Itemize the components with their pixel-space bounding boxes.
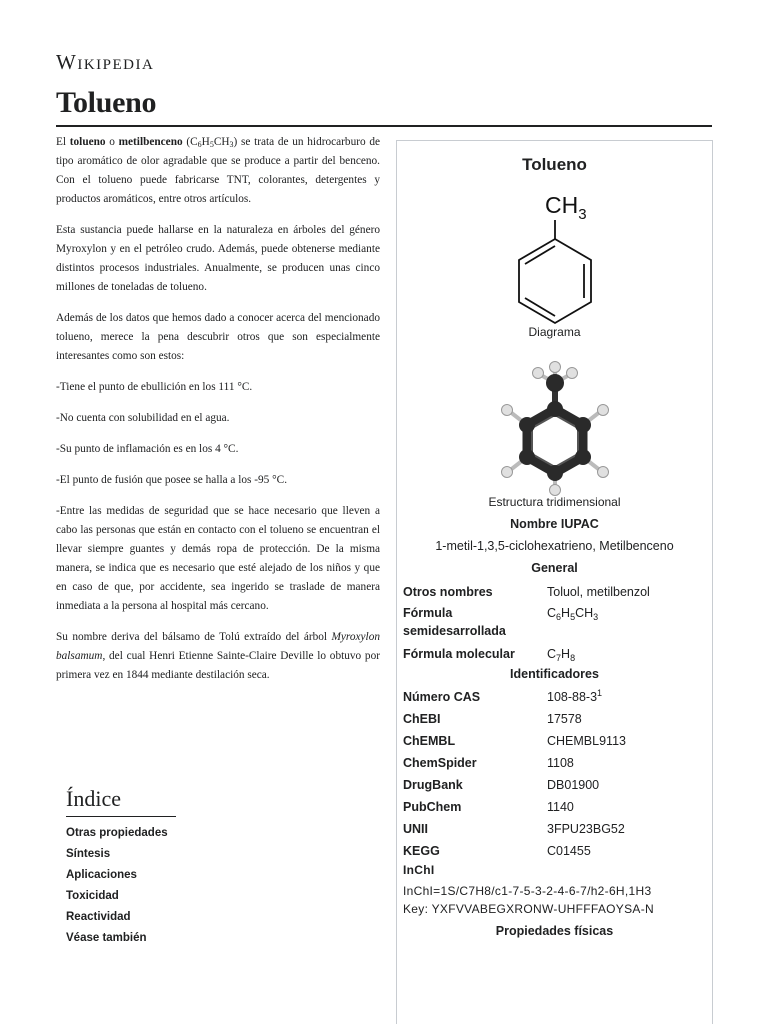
formula-subscript: 6	[197, 140, 202, 149]
chemspider-value[interactable]: 1108	[547, 756, 574, 770]
cas-label: Número CAS	[403, 690, 481, 704]
formula-text: CH	[213, 136, 230, 148]
unii-label: UNII	[403, 822, 428, 836]
infobox-title: Tolueno	[522, 155, 587, 174]
fact-flash-point: -Su punto de inflamación es en los 4 °C.	[56, 443, 239, 455]
formula-semi-label: Fórmula semidesarrollada	[403, 606, 506, 638]
caption-diagram: Diagrama	[528, 325, 581, 339]
methyl-label: $CH_3$	[545, 192, 587, 223]
infobox-figures	[397, 141, 714, 501]
inchi-label: InChI	[403, 863, 435, 877]
toc-item-vease-tambien[interactable]: Véase también	[66, 932, 147, 944]
kegg-value[interactable]: C01455	[547, 844, 591, 858]
identifiers-header: Identificadores	[510, 667, 599, 681]
drugbank-label: DrugBank	[403, 778, 463, 792]
kegg-label: KEGG	[403, 844, 440, 858]
term-metilbenceno: metilbenceno	[118, 136, 183, 148]
chebi-label: ChEBI	[403, 712, 441, 726]
table-of-contents	[66, 786, 266, 949]
formula-subscript: 3	[229, 140, 234, 149]
inchi-key: Key: YXFVVABEGXRONW-UHFFFAOYSA-N	[403, 902, 654, 916]
intro-text: o	[105, 136, 119, 148]
chembl-label: ChEMBL	[403, 734, 456, 748]
intro-text: El	[56, 136, 70, 148]
fact-safety: -Entre las medidas de seguridad que se hace necesario que lleven a cabo las personas que están en contacto con el tolueno se encuentran el llevar siempre guantes y demás ropa de protección. De la misma manera, se indica que es necesario que esté alejado de los niños y que en caso de que, por accidente, sea ingerido se traslade de manera inmediata a la persona al hospital más cercano.	[56, 505, 380, 612]
chemspider-label: ChemSpider	[403, 756, 477, 770]
toc-title: Índice	[66, 786, 176, 817]
chebi-value[interactable]: 17578	[547, 712, 582, 726]
wikipedia-logo[interactable]: Wikipedia	[56, 50, 155, 74]
formula-text: H	[201, 136, 210, 148]
fact-solubility: -No cuenta con solubilidad en el agua.	[56, 412, 230, 424]
paragraph-name-origin	[56, 628, 380, 685]
intro-text: ) se trata de un hidrocarburo de tipo aromático de olor agradable que se produce a partir del benceno. Con el tolueno puede fabricarse TNT, colorantes, detergentes y productos aromáticos, entre otros artículos.	[56, 136, 381, 205]
paragraph-data-intro: Además de los datos que hemos dado a conocer acerca del mencionado tolueno, merece la pena descubrir otros que son especialmente interesantes como son estos:	[56, 312, 380, 362]
term-tolueno: tolueno	[69, 136, 106, 148]
toc-list	[66, 823, 266, 949]
general-header: General	[531, 561, 578, 575]
toluene-diagram	[519, 192, 591, 323]
pubchem-label: PubChem	[403, 800, 462, 814]
toc-item-otras-propiedades[interactable]: Otras propiedades	[66, 827, 168, 839]
article-body	[56, 133, 380, 697]
otros-nombres-label: Otros nombres	[403, 585, 493, 599]
chembl-value[interactable]: CHEMBL9113	[547, 734, 626, 748]
otros-nombres-value: Toluol, metilbenzol	[547, 585, 650, 599]
caption-3d-structure: Estructura tridimensional	[488, 495, 621, 509]
cas-value[interactable]: $108-88-3^1$	[547, 688, 603, 704]
species-name: Myroxylon balsamum	[56, 631, 380, 662]
toc-item-sintesis[interactable]: Síntesis	[66, 848, 111, 860]
toc-item-toxicidad[interactable]: Toxicidad	[66, 890, 119, 902]
page-title: Tolueno	[56, 86, 157, 119]
infobox	[396, 140, 713, 1024]
unii-value[interactable]: 3FPU23BG52	[547, 822, 625, 836]
formula-semi-value: $C_6H_5CH_3$	[547, 606, 599, 622]
fact-boiling-point: -Tiene el punto de ebullición en los 111 °C.	[56, 381, 253, 393]
iupac-value: 1-metil-1,3,5-ciclohexatrieno, Metilbenceno	[435, 539, 674, 553]
toc-item-aplicaciones[interactable]: Aplicaciones	[66, 869, 137, 881]
formula-mol-label: Fórmula molecular	[403, 647, 515, 661]
paragraph-origin: Esta sustancia puede hallarse en la naturaleza en árboles del género Myroxylon y en el petróleo crudo. Además, puede obtenerse mediante distintos procesos industriales. Anualmente, se producen unas cinco millones de toneladas de tolueno.	[56, 224, 380, 293]
formula-mol-value: $C_7H_8$	[547, 647, 576, 663]
title-divider	[56, 125, 712, 127]
toluene-3d-model	[502, 362, 609, 496]
pubchem-value[interactable]: 1140	[547, 800, 574, 814]
fact-melting-point: -El punto de fusión que posee se halla a los -95 °C.	[56, 474, 288, 486]
paragraph-intro	[56, 133, 380, 209]
formula-subscript: 5	[209, 140, 214, 149]
name-origin-text: , del cual Henri Etienne Sainte-Claire Deville lo obtuvo por primera vez en 1844 mediante destilación seca.	[56, 650, 380, 681]
name-origin-text: Su nombre deriva del bálsamo de Tolú extraído del árbol	[56, 631, 332, 643]
iupac-header: Nombre IUPAC	[510, 517, 599, 531]
formula-text: (C	[182, 136, 198, 148]
drugbank-value[interactable]: DB01900	[547, 778, 600, 792]
toc-item-reactividad[interactable]: Reactividad	[66, 911, 131, 923]
physical-properties-header: Propiedades físicas	[495, 924, 614, 938]
inchi-value: InChI=1S/C7H8/c1-7-5-3-2-4-6-7/h2-6H,1H3	[403, 884, 652, 898]
